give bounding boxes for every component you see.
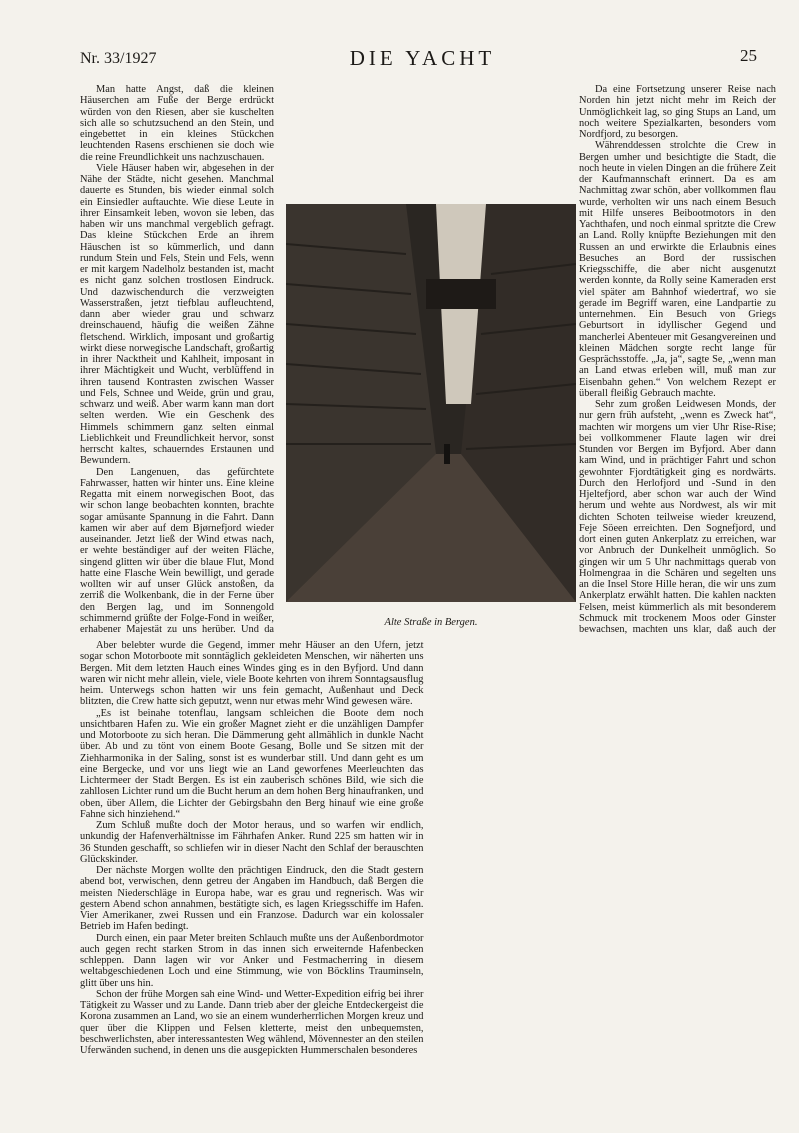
magazine-title: DIE YACHT [349,46,496,70]
page-header [80,44,765,68]
lower-columns [80,640,776,1110]
paragraph: Man hatte Angst, daß die kleinen Häuserchen am Fuße der Berge erdrückt würden von den Riesen, aber sie kuschelten sich alle so schutzsuchend an den Stein, und eingebettet in ein kleines Stückchen leuchtenden Rasens erschienen sie doch wie die reine Freundlichkeit uns nachzuschauen. [80,84,274,163]
paragraph: Zum Schluß mußte doch der Motor heraus, und so warfen wir endlich, unkundig der Hafenverhältnisse im Fährhafen Anker. Rund 225 sm hatten wir in 36 Stunden geschafft, so schliefen wir in dieser Nacht den Schlaf der berauschten Glückskinder. [80,820,424,865]
paragraph: Sehr zum großen Leidwesen Monds, der nur gern früh aufsteht, „wenn es Zweck hat“, machten wir morgens um vier Uhr Rise-Rise; bei vollkommener Flaute lagen wir drei Stunden vor Bergen im Byfjord. Aber dann kam Wind, und in prächtiger Fahrt und schon gewohnter Fjordtätigkeit ging es nordwärts. Durch den Herlofjord und -Sund in den Hjeltefjord, aber schon war auch der Wind herum und wehte aus Nordwest, als wir mit dichten Schoten teilweise wieder kreuzend, Feje Söeen erreichten. Den Sognefjord, und dort einen guten Ankerplatz zu erreichen, war vor Anbruch der Dunkelheit unmöglich. So gingen wir um 5 Uhr nachmittags querab von Holmengraa in die Schären und segelten uns an die Insel Store Hille heran, die wir uns zum Ankerplatz erwählt hatten. Die kahlen nackten Felsen, meist kümmerlich als mit besonderem Schmuck mit trockenem Moos oder Ginster bewachsen, machten uns klar, daß auch der [579,399,776,634]
figure-caption: Alte Straße in Bergen. [384,617,478,628]
figure [286,204,576,632]
paragraph: Schon der frühe Morgen sah eine Wind- und Wetter-Expedition eifrig bei ihrer Tätigkeit zu Wasser und zu Lande. Dann trieb aber der gleiche Entdeckergeist die Korona zusammen an Land, wo sie an einem wunderherrlichen Morgen kreuz und quer über die Klippen und Felsen kletterte, meist den unbequemsten, beschwerlichsten, aber interessantesten Weg wählend, Mövennester an den steilen Uferwänden suchend, in denen uns die ausgepickten Hummerschalen besonderes [80,988,424,1056]
old-street-photo-icon [286,204,576,602]
paragraph: Aber belebter wurde die Gegend, immer mehr Häuser an den Ufern, jetzt sogar schon Motorboote mit sonntäglich gekleideten Menschen, wir näherten uns Bergen. Mit dem letzten Hauch eines Windes ging es in den Byfjord. Und dann waren wir nicht mehr allein, viele, viele Boote kehrten von ihrem Sonntagsausflug heim. Unterwegs schon hatten wir uns fein gemacht, Außenhaut und Deck blitzten, die Crew hatte sich geputzt, wenn nur etwas mehr Wind gewesen wäre. [80,640,424,708]
paragraph: Währenddessen strolchte die Crew in Bergen umher und besichtigte die Stadt, die noch heute in vielen Dingen an die frühere Zeit der Kaufmannschaft erinnert. Da es am Nachmittag zwar schön, aber vollkommen flau wurde, verholten wir uns nach einem Besuch mit Hilfe unseres Beibootmotors in den Yachthafen, und noch einmal spritzte die Crew an Land. Rolly knüpfte Beziehungen mit den Russen an und erwirkte die Erlaubnis eines Besuches an Bord der russischen Kriegsschiffe, die aber nicht ausgenutzt werden konnte, da Rolly seine Kameraden erst viel später am Bahnhof wiedertraf, wo sie gerade im Begriff waren, eine Landpartie zu unternehmen. Ein Besuch von Griegs Geburtsort in idyllischer Gegend und mancherlei Abenteuer mit Gesangvereinen und kleinen Mädchen sorgte recht lange für Gesprächsstoffe. „Ja, ja“, sagte Se, „wenn man an Land etwas erleben will, muß man zur Eisenbahn gehen.“ Von welchem Rezept er überall fleißig Gebrauch machte. [579,140,776,399]
paragraph: Der nächste Morgen wollte den prächtigen Eindruck, den die Stadt gestern abend bot, verwischen, denn getreu der Angaben im Handbuch, daß Bergen die meisten Niederschläge in Europa habe, war es grau und regnerisch. Was wir gestern Abend schon annahmen, bestätigte sich, es lagen Kriegsschiffe im Hafen. Vier Amerikaner, zwei Russen und ein Franzose. Dadurch war ein kolossaler Betrieb im Hafen bedingt. [80,865,424,933]
paragraph: Da eine Fortsetzung unserer Reise nach Norden hin jetzt nicht mehr im Reich der Unmöglichkeit lag, so ging Stups an Land, um noch weitere Spezialkarten, besonders vom Nordfjord, zu besorgen. [579,84,776,140]
paragraph: „Es ist beinahe totenflau, langsam schleichen die Boote dem noch unsichtbaren Hafen zu. Wie ein großer Magnet zieht er die unzähligen Dampfer und Motorboote zu sich heran. Die Dämmerung geht allmählich in dunkle Nacht über. Ab und zu tönt von einem Boote Gesang, Bolle und Se sitzen mit der Ziehharmonika in der Saling, sonst ist es wunderbar still. Und dann geht es um eine Bergecke, und vor uns liegt wie an Land geworfenes Meerleuchten das Lichtermeer der Stadt Bergen. Es ist ein zauberisch schönes Bild, wie sich die zahllosen Lichter rund um die Bucht herum an dem hohen Berg hinaufranken, und oben, über Allem, die Lichter der Gebirgsbahn den Berg hinauf wie eine große Fahne sich hinziehend.“ [80,707,424,820]
page-number: 25 [740,46,757,65]
paragraph: Durch einen, ein paar Meter breiten Schlauch mußte uns der Außenbordmotor auch gegen recht starken Strom in das innen sich erweiternde Hafenbecken schleppen. Dann lagen wir vor Anker und Festmacherring in diesem weltabgeschiedenen Loch und eine Stimmung, wie von Böcklins Trauminseln, glitt über uns hin. [80,932,424,989]
paragraph: Den Langenuen, das gefürchtete Fahrwasser, hatten wir hinter uns. Eine kleine Regatta mit einem norwegischen Boot, das wir schon lange beobachten konnten, brachte sogar amüsante Spannung in die Fahrt. Dann kamen wir aber auf dem Bjørnefjord wieder auseinander. Jetzt ließ der Wind etwas nach, er wehte beständiger auf der weiten Fläche, singend glitten wir über die blaue Flut, Mond hatte eine Flasche Wein bewilligt, und gerade wollten wir auf unser Glück anstoßen, da zerriß die Wolkenbank, die in der Ferne über den Bergen lag, und im Sonnengold schimmernd grüßte der Folge-Fond in weißer, erhabener Majestät zu uns herüber. Und da [80,466,274,634]
issue-number: Nr. 33/1927 [80,50,157,67]
paragraph: Viele Häuser haben wir, abgesehen in der Nähe der Städte, nicht gesehen. Manchmal dauerte es Stunden, bis wieder einmal solch ein Einsiedler auftauchte. Wie diese Leute in ihrer Einsamkeit leben, wovon sie leben, das haben wir uns manchmal vergeblich gefragt. Das kleine Stückchen Erde an ihrem Häuschen ist so kümmerlich, und dann rundum Stein und Fels, Stein und Fels, wenn er mit kargem Nadelholz bestanden ist, macht es nicht ganz solchen trostlosen Eindruck. Und dazwischendurch die verzweigten Wasserstraßen, jetzt tiefblau aufleuchtend, dann aber wieder grau und schwarz dreinschauend, häufig die weißen Zähne fletschend. Wirklich, imposant und großartig wirkt diese norwegische Landschaft, großartig in ihrer Nacktheit und Kahlheit, imposant in ihrer Mächtigkeit und Wucht, verblüffend in ihren tausend Kontrasten zwischen Wasser und Fels, Schnee und Weide, grün und grau, schwarz und weiß. Aber warm kann man dort selten werden. Wie ein Geschenk des Himmels schimmern ganz selten einmal Lieblichkeit und Freundlichkeit hervor, sonst herrscht kaltes, schauerndes Erstaunen und Bewundern. [80,162,274,467]
